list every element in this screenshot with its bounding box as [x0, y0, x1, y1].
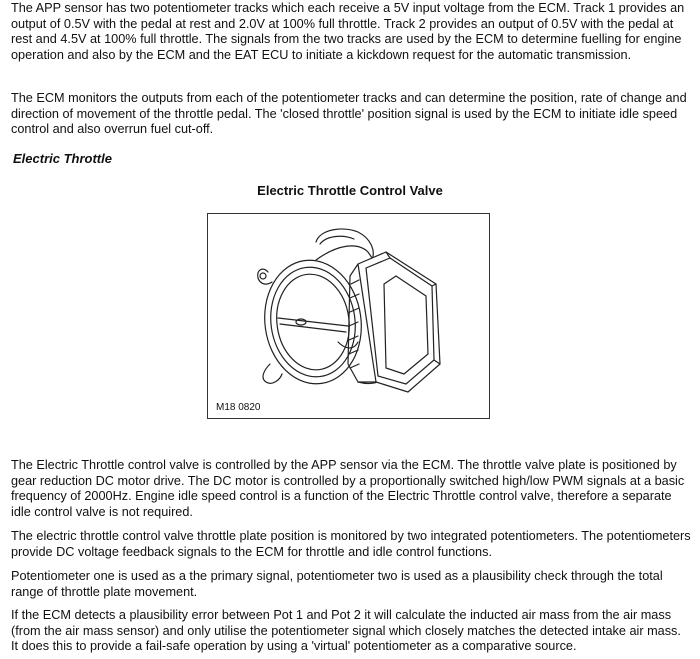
paragraph-app-sensor: The APP sensor has two potentiometer tracks which each receive a 5V input voltage from the ECM. Track 1 provides an output of 0.5V with the pedal at rest and 2.0V at 100% full throttle. Track 2 provides an output of 0.5V with the pedal at rest and 4.5V at 100% full throttle. The signals from the two tracks are used by the ECM to determine fuelling for engine operation and also by the ECM and the EAT ECU to initiate a kickdown request for the automatic transmission. [11, 1, 685, 62]
paragraph-throttle-control: The Electric Throttle control valve is controlled by the APP sensor via the ECM. The throttle valve plate is positioned by gear reduction DC motor drive. The DC motor is controlled by a proportionally switched high/low PWM signals at a basic frequency of 2000Hz. Engine idle speed control is a function of the Electric Throttle control valve, therefore a separate idle control valve is not required. [11, 458, 685, 519]
section-heading: Electric Throttle [13, 151, 112, 166]
paragraph-plate-position: The electric throttle control valve throttle plate position is monitored by two integrated potentiometers. The potentiometers provide DC voltage feedback signals to the ECM for throttle and idle control functions. [11, 529, 691, 559]
paragraph-ecm-monitor: The ECM monitors the outputs from each of the potentiometer tracks and can determine the position, rate of change and direction of movement of the throttle pedal. The 'closed throttle' position signal is used by the ECM to initiate idle speed control and also overrun fuel cut-off. [11, 91, 687, 136]
figure-reference: M18 0820 [216, 402, 261, 413]
throttle-valve-figure [207, 213, 490, 419]
paragraph-plausibility-error: If the ECM detects a plausibility error between Pot 1 and Pot 2 it will calculate the inducted air mass from the air mass (from the air mass sensor) and only utilise the potentiometer signal which closely matches the detected intake air mass. It does this to provide a fail-safe operation by using a 'virtual' potentiometer as a comparative source. [11, 608, 681, 653]
figure-title: Electric Throttle Control Valve [257, 183, 443, 198]
throttle-valve-illustration [208, 214, 491, 420]
paragraph-potentiometer-one: Potentiometer one is used as a the primary signal, potentiometer two is used as a plausibility check through the total range of throttle plate movement. [11, 569, 663, 599]
